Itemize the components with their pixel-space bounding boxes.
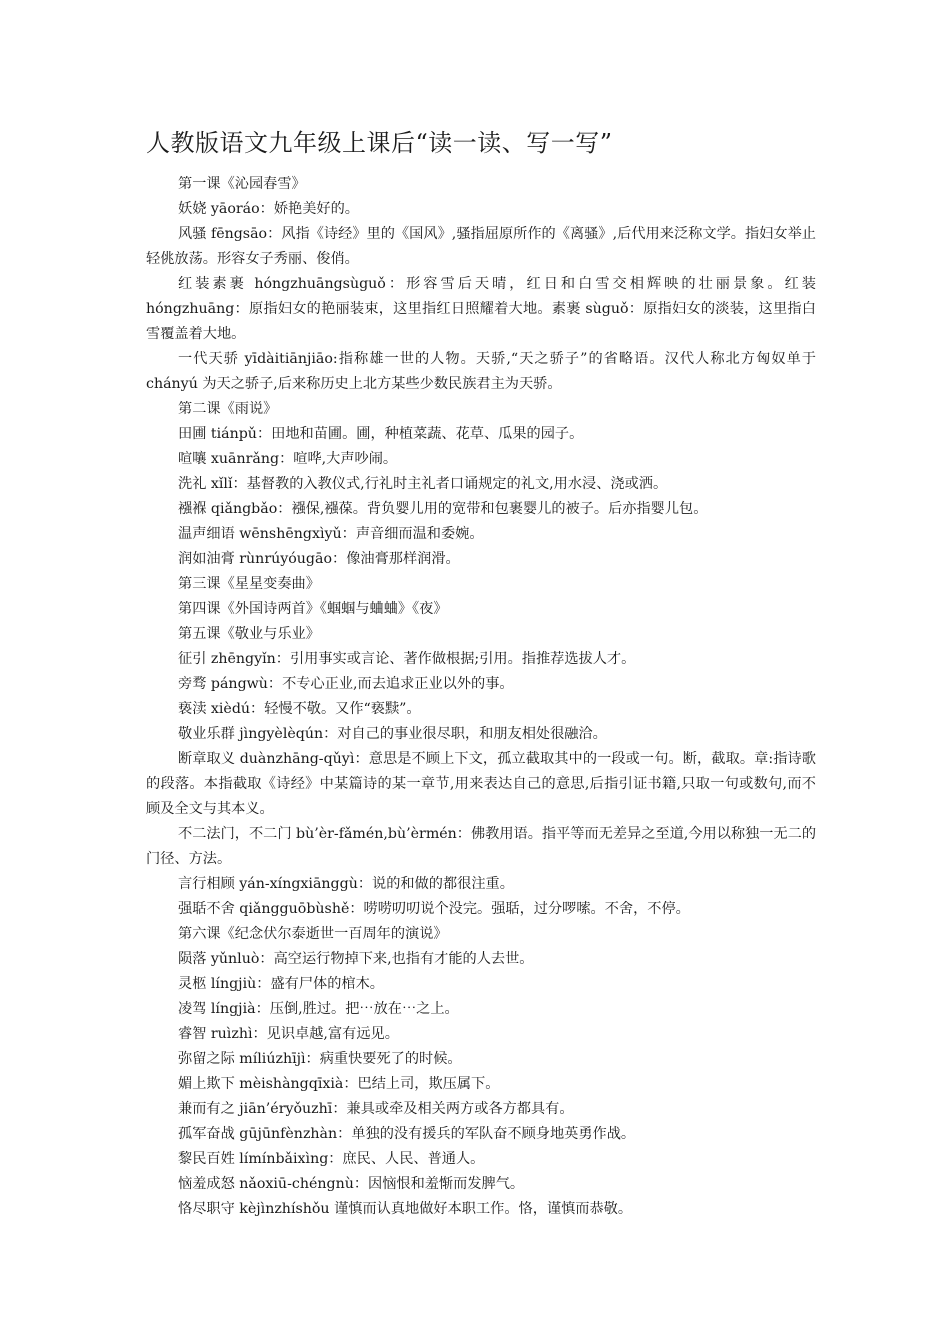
- vocab-entry: 媚上欺下 mèishàngqīxià：巴结上司，欺压属下。: [178, 1076, 500, 1092]
- vocab-entry: 孤军奋战 gūjūnfènzhàn：单独的没有援兵的军队奋不顾身地英勇作战。: [178, 1126, 636, 1142]
- vocab-entry: 睿智 ruìzhì：见识卓越,富有远见。: [178, 1026, 399, 1042]
- vocab-entry: 断章取义 duànzhāng-qǔyì：意思是不顾上下文，孤立截取其中的一段或一句。断，截取。章:指诗歌的段落。本指截取《诗经》中某篇诗的某一章节,用来表达自己的意思,后指引证书籍,只取一句或数句,而不顾及全文与其本义。: [146, 751, 816, 817]
- vocab-entry: 襁褓 qiǎngbǎo：襁保,襁葆。背负婴儿用的宽带和包裹婴儿的被子。后亦指婴儿包。: [178, 501, 708, 517]
- vocab-entry: 凌驾 língjià：压倒,胜过。把⋯放在⋯之上。: [178, 1001, 459, 1017]
- vocab-entry: 黎民百姓 límínbǎixìng：庶民、人民、普通人。: [178, 1151, 485, 1167]
- vocab-entry: 恼羞成怒 nǎoxiū-chéngnù：因恼恨和羞惭而发脾气。: [178, 1176, 525, 1192]
- lesson-heading-6: 第六课《纪念伏尔泰逝世一百周年的演说》: [178, 926, 448, 942]
- vocab-entry: 温声细语 wēnshēngxìyǔ：声音细而温和委婉。: [178, 526, 484, 542]
- lesson-heading-3: 第三课《星星变奏曲》: [178, 576, 320, 592]
- vocab-entry: 洗礼 xǐlǐ：基督教的入教仪式,行礼时主礼者口诵规定的礼文,用水浸、浇或洒。: [178, 476, 668, 492]
- vocab-entry: 强聒不舍 qiǎngguōbùshě：唠唠叨叨说个没完。强聒，过分啰嗦。不舍，不停。: [178, 901, 690, 917]
- vocab-entry: 灵柩 língjiù：盛有尸体的棺木。: [178, 976, 384, 992]
- lesson-heading-4: 第四课《外国诗两首》《蝈蝈与蛐蛐》《夜》: [178, 601, 448, 617]
- document-page: [146, 128, 816, 1222]
- vocab-entry: 喧嚷 xuānrǎng：喧哗,大声吵闹。: [178, 451, 398, 467]
- vocab-entry: 弥留之际 míliúzhījì：病重快要死了的时候。: [178, 1051, 462, 1067]
- vocab-entry: 敬业乐群 jìngyèlèqún：对自己的事业很尽职，和朋友相处很融洽。: [178, 726, 607, 742]
- vocab-entry: 不二法门，不二门 bù’èr-fǎmén,bù’èrmén：佛教用语。指平等而无差异之至道,今用以称独一无二的门径、方法。: [146, 826, 817, 867]
- document-title: 人教版语文九年级上课后“读一读、写一写”: [146, 129, 613, 157]
- lesson-heading-2: 第二课《雨说》: [178, 401, 278, 417]
- vocab-entry: 征引 zhēngyǐn：引用事实或言论、著作做根据;引用。指推荐选拔人才。: [178, 651, 636, 667]
- lesson-heading-1: 第一课《沁园春雪》: [178, 176, 306, 192]
- vocab-entry: 言行相顾 yán-xíngxiānggù：说的和做的都很注重。: [178, 876, 514, 892]
- lesson-heading-5: 第五课《敬业与乐业》: [178, 626, 320, 642]
- vocab-entry: 润如油膏 rùnrúyóugāo：像油膏那样润滑。: [178, 551, 460, 567]
- vocab-entry: 恪尽职守 kèjìnzhíshǒu 谨慎而认真地做好本职工作。恪，谨慎而恭敬。: [178, 1201, 633, 1217]
- vocab-entry: 田圃 tiánpǔ：田地和苗圃。圃，种植菜蔬、花草、瓜果的园子。: [178, 426, 584, 442]
- vocab-entry: 陨落 yǔnluò：高空运行物掉下来,也指有才能的人去世。: [178, 951, 534, 967]
- vocab-entry: 红装素裹 hóngzhuāngsùguǒ：形容雪后天晴，红日和白雪交相辉映的壮丽景象。红装 hóngzhuāng：原指妇女的艳丽装束，这里指红日照耀着大地。素裹 sùguǒ：原指妇女的淡装，这里指白雪覆盖着大地。: [146, 276, 816, 342]
- document-body: [146, 172, 816, 1222]
- vocab-entry: 妖娆 yāoráo：娇艳美好的。: [178, 201, 359, 217]
- vocab-entry: 旁骛 pángwù：不专心正业,而去追求正业以外的事。: [178, 676, 514, 692]
- vocab-entry: 一代天骄 yīdàitiānjiāo:指称雄一世的人物。天骄,“天之骄子”的省略语。汉代人称北方匈奴单于 chányú 为天之骄子,后来称历史上北方某些少数民族君主为天骄。: [146, 351, 816, 392]
- vocab-entry: 兼而有之 jiān’éryǒuzhī：兼具或牵及相关两方或各方都具有。: [178, 1101, 574, 1117]
- vocab-entry: 风骚 fēngsāo：风指《诗经》里的《国风》,骚指屈原所作的《离骚》,后代用来泛称文学。指妇女举止轻佻放荡。形容女子秀丽、俊俏。: [146, 226, 816, 267]
- vocab-entry: 亵渎 xièdú：轻慢不敬。又作“亵黩”。: [178, 701, 421, 717]
